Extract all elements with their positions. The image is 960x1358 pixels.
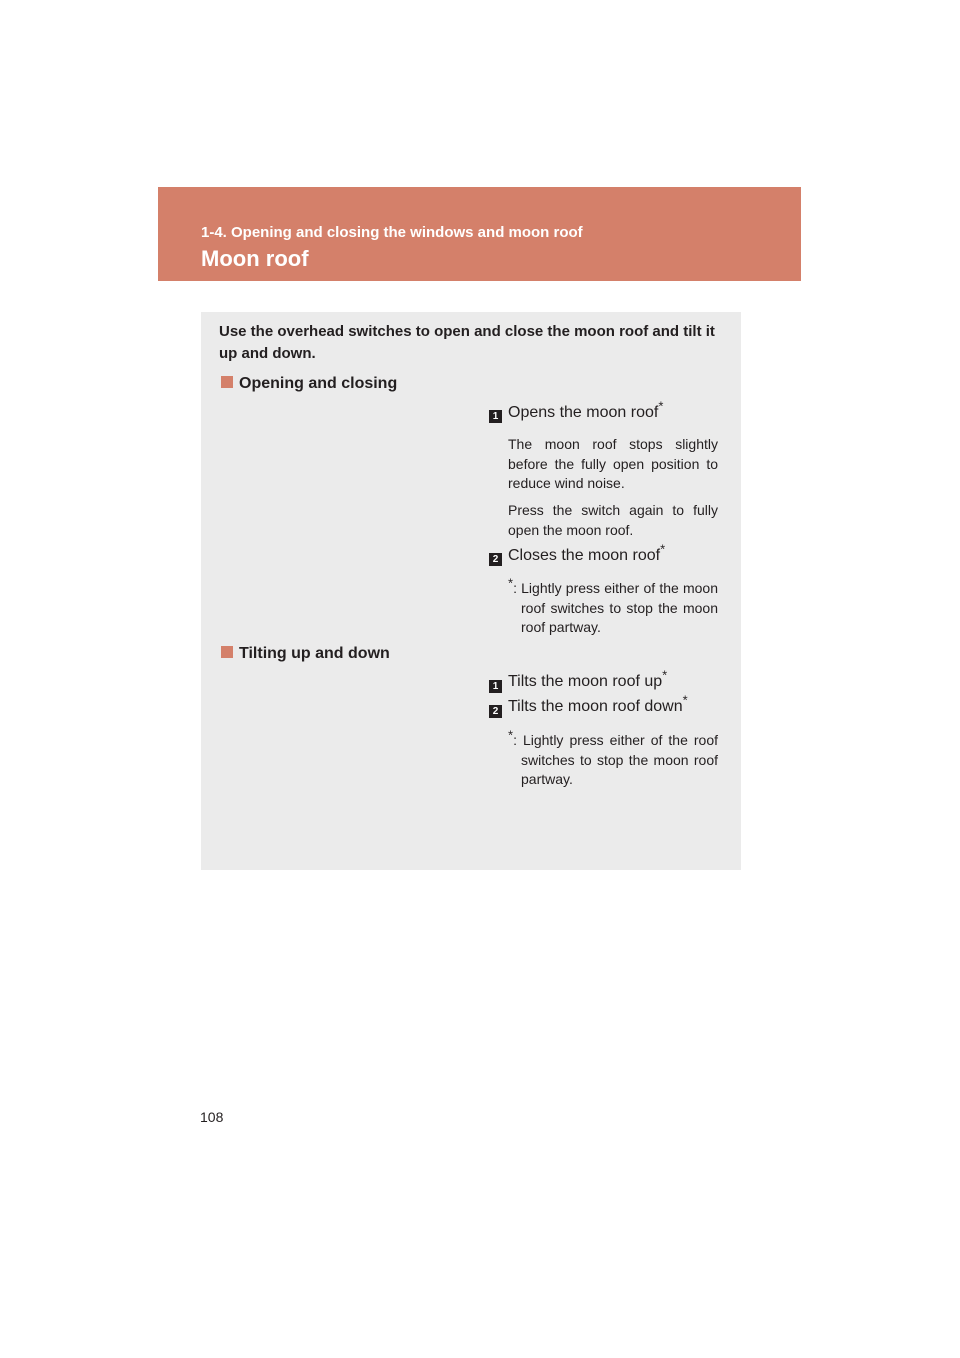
asterisk-mark: * bbox=[660, 541, 666, 557]
asterisk-mark: * bbox=[662, 667, 668, 683]
square-bullet-icon bbox=[221, 376, 233, 388]
subheading-tilting bbox=[221, 645, 390, 663]
chapter-header bbox=[158, 187, 801, 281]
item-label: Tilts the moon roof up bbox=[508, 673, 663, 690]
footnote-text: : Lightly press either of the roof switches to stop the moon roof partway. bbox=[513, 732, 718, 787]
footnote-text: : Lightly press either of the moon roof switches to stop the moon roof partway. bbox=[513, 580, 718, 635]
item-tilts-down bbox=[508, 692, 688, 716]
footnote-opening bbox=[508, 575, 718, 638]
footnote-tilting bbox=[508, 727, 718, 790]
section-title: 1-4. Opening and closing the windows and moon roof bbox=[201, 224, 583, 241]
asterisk-mark: * bbox=[682, 692, 688, 708]
asterisk-mark: * bbox=[508, 575, 514, 591]
page-title: Moon roof bbox=[201, 246, 309, 271]
callout-number-1: 1 bbox=[489, 680, 502, 693]
item-closes-moon-roof bbox=[508, 541, 666, 565]
item-label: Closes the moon roof bbox=[508, 547, 661, 564]
callout-number-2: 2 bbox=[489, 553, 502, 566]
item-opens-moon-roof bbox=[508, 398, 664, 422]
subheading-label: Opening and closing bbox=[239, 375, 398, 392]
callout-number-2: 2 bbox=[489, 705, 502, 718]
page-number: 108 bbox=[200, 1109, 224, 1125]
item-tilts-up bbox=[508, 667, 668, 691]
subheading-opening bbox=[221, 375, 397, 393]
paragraph-press-again: Press the switch again to fully open the moon roof. bbox=[508, 502, 718, 538]
item-label: Tilts the moon roof down bbox=[508, 698, 683, 715]
callout-number-1: 1 bbox=[489, 410, 502, 423]
intro-text: Use the overhead switches to open and close the moon roof and tilt it up and down. bbox=[219, 323, 715, 362]
square-bullet-icon bbox=[221, 646, 233, 658]
subheading-label: Tilting up and down bbox=[239, 645, 390, 662]
asterisk-mark: * bbox=[658, 398, 664, 414]
paragraph-wind-noise: The moon roof stops slightly before the fully open position to reduce wind noise. bbox=[508, 436, 718, 491]
item-label: Opens the moon roof bbox=[508, 404, 659, 421]
asterisk-mark: * bbox=[508, 727, 514, 743]
